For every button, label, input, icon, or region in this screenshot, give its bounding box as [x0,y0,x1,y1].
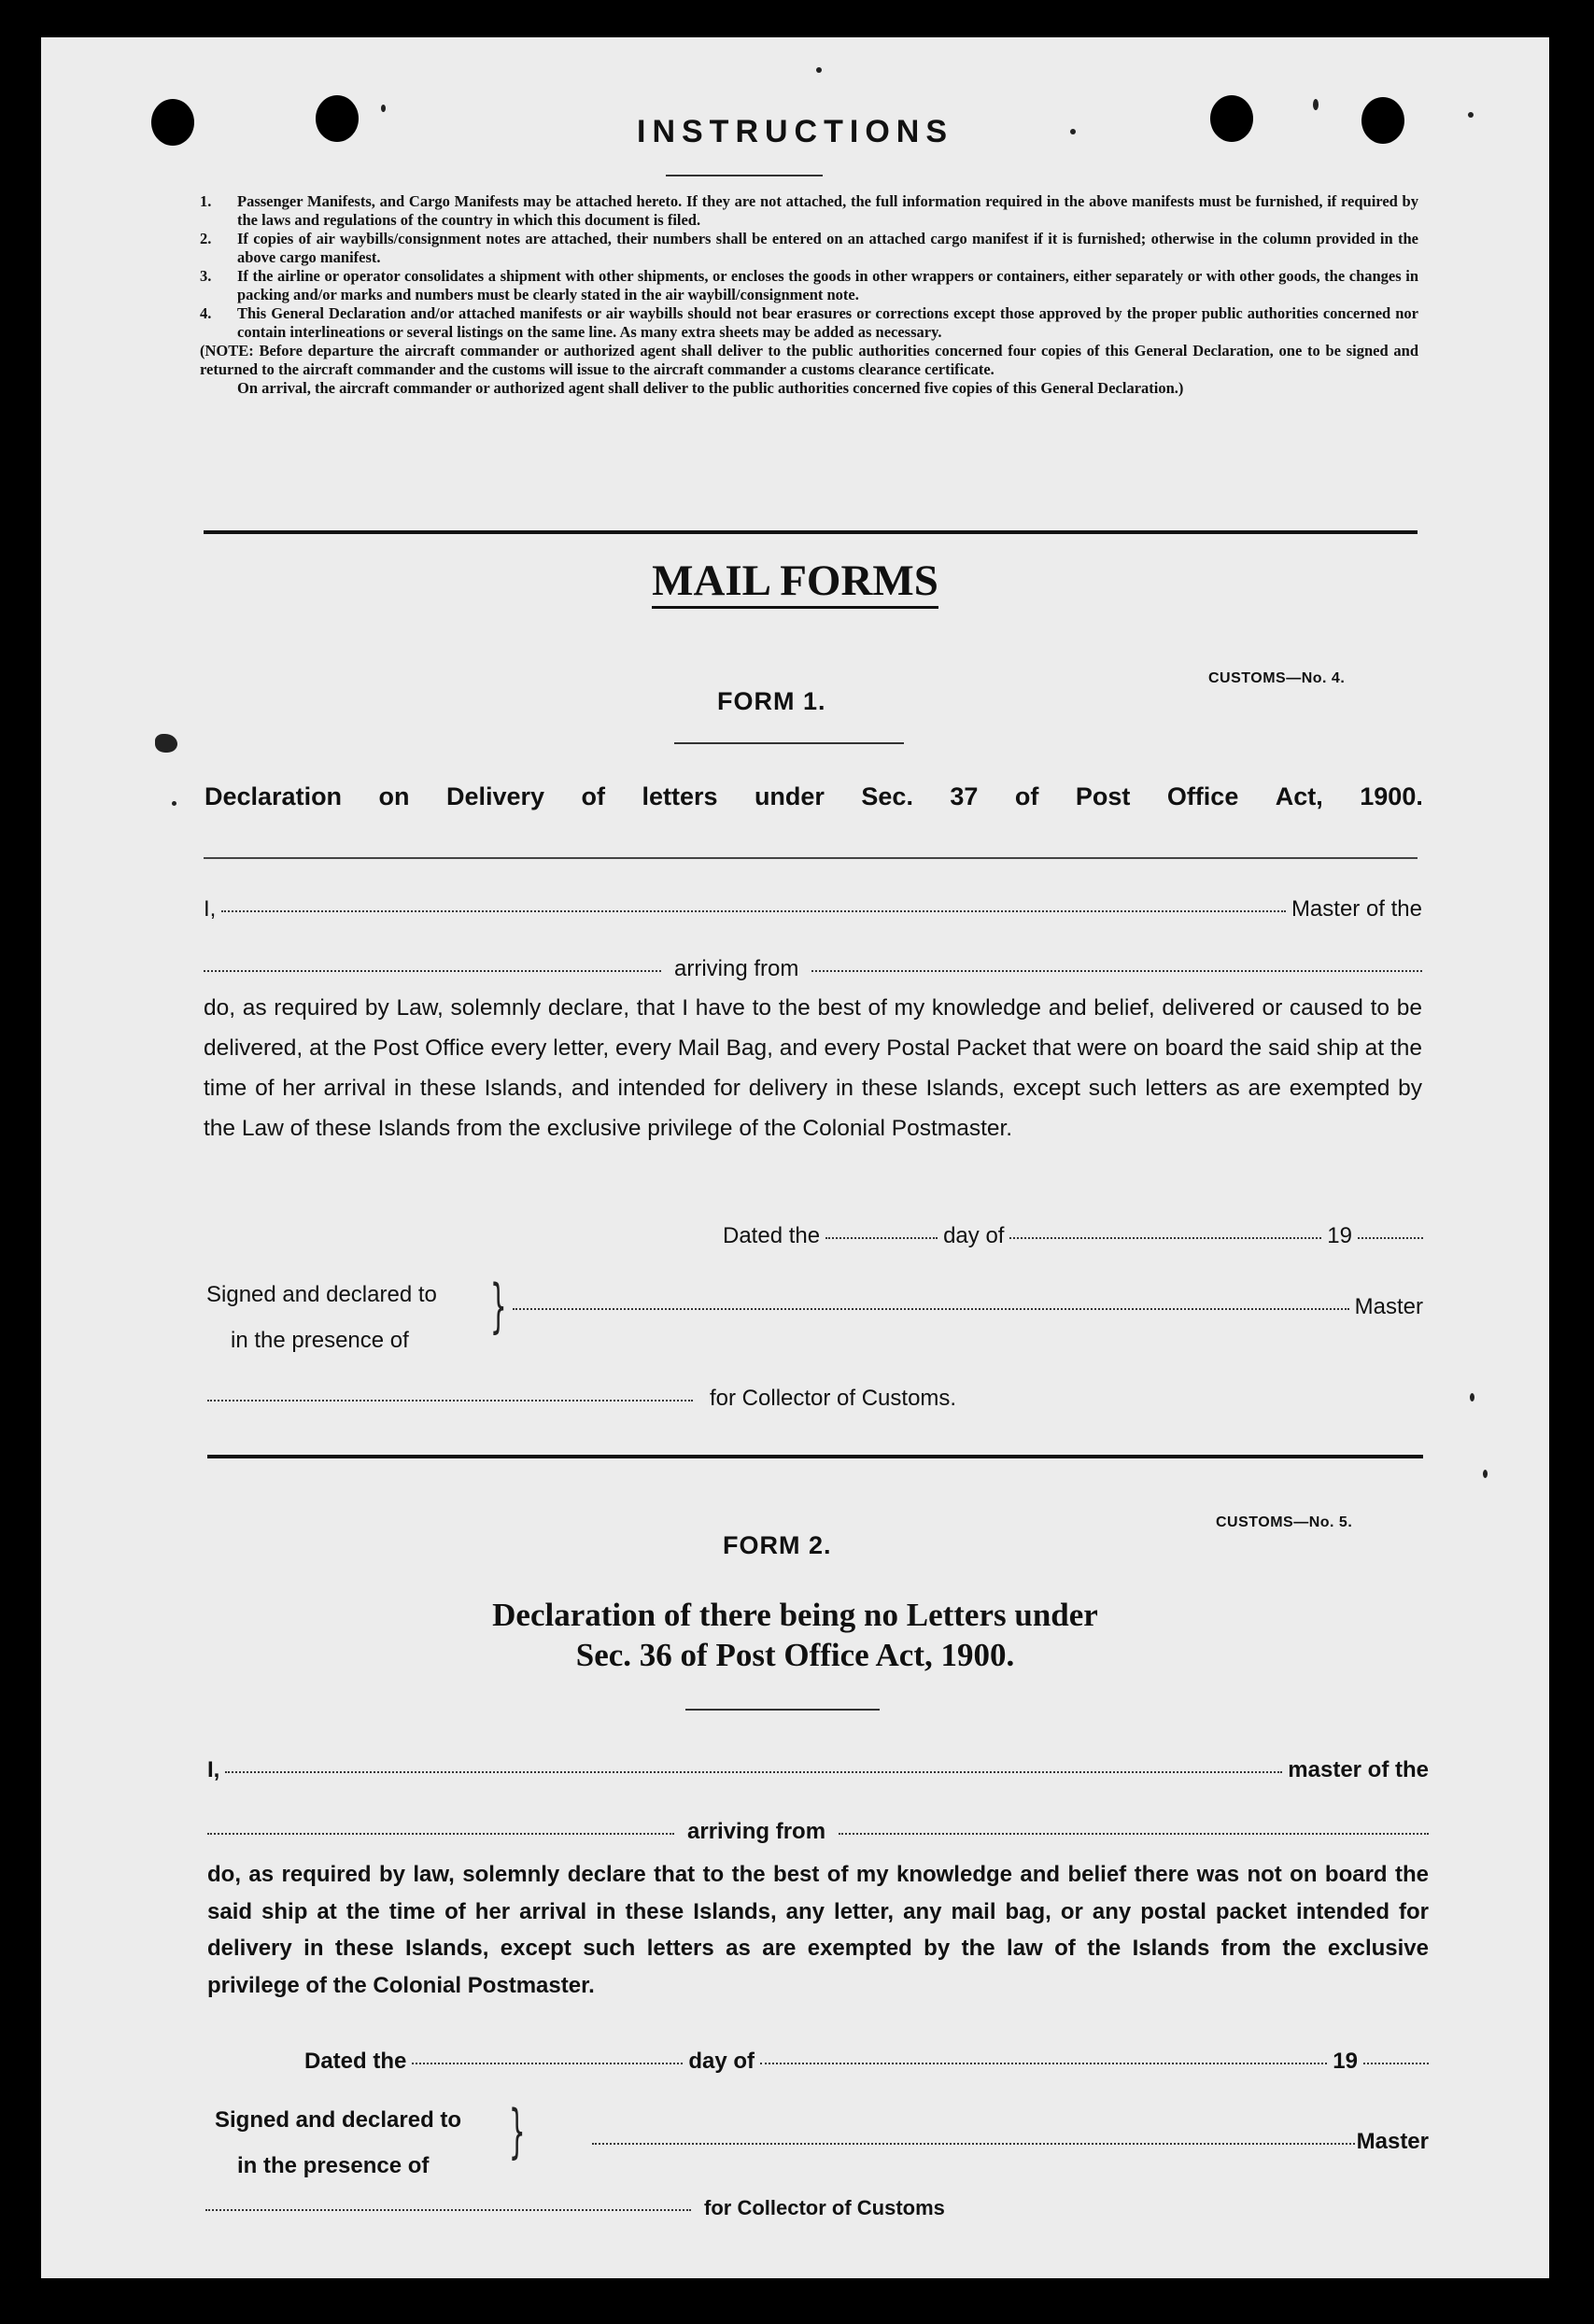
form2-brace-icon: } [508,2097,526,2165]
document-page [41,37,1549,2278]
form2-declaration-title: Declaration of there being no Letters under Sec. 36 of Post Office Act, 1900. [492,1597,1098,1673]
form1-brace-icon: } [489,1272,507,1340]
form2-body: do, as required by law, solemnly declare that to the best of my knowledge and belief there was not on board the said ship at the time of her arrival in these Islands, any letter, any mail bag, or any postal packet intended for delivery in these Islands, except such letters as are exempted by the law of the Islands from the exclusive privilege of the Colonial Postmaster. [207,1862,1429,1998]
form2-arriving-line: arriving from [207,1819,1429,1845]
instruction-number: 1. [200,192,212,210]
ship-name-field[interactable] [204,970,661,972]
form1-arriving-line: arriving from [204,956,1422,982]
instructions-title: INSTRUCTIONS [637,114,953,149]
form1-heading-rule [674,742,904,744]
instruction-number: 3. [200,267,212,285]
form1-collector-line: for Collector of Customs. [207,1386,1048,1412]
instruction-text: This General Declaration and/or attached manifests or air waybills should not bear erasures or corrections except those approved by the proper public authorities concerned nor contain interlineations or several listings on the same line. As many extra sheets may be added as necessary. [237,304,1418,341]
form1-master-line: I, Master of the [204,896,1422,922]
speck-icon [1470,1393,1474,1401]
instruction-item [200,230,1418,267]
speck-icon [381,105,386,112]
arriving-from-field[interactable] [839,1833,1429,1835]
mail-forms-title: MAIL FORMS [41,556,1549,606]
form1-customs-ref: CUSTOMS—No. 4. [1208,670,1346,686]
form2-heading: FORM 2. [723,1531,832,1559]
form1-declaration-title: Declaration on Delivery of letters under Sec. 37 of Post Office Act, 1900. [205,782,1423,810]
speck-icon [172,801,176,806]
instructions-title-rule [666,175,823,176]
instruction-text: Passenger Manifests, and Cargo Manifests may be attached hereto. If they are not attached, the full information required in the above manifests must be furnished, if required by the laws and regulations of the country in which this document is filed. [237,192,1418,229]
form1-heading: FORM 1. [717,687,826,715]
arriving-from-field[interactable] [811,970,1422,972]
instruction-item [200,304,1418,342]
speck-icon [1313,99,1319,110]
master-name-field[interactable] [221,910,1286,912]
form2-master-line: I, master of the [207,1757,1429,1782]
instruction-item [200,192,1418,230]
form2-dated-line: Dated the day of 19 [304,2049,1429,2075]
instruction-note [200,342,1418,398]
form-divider [207,1455,1423,1458]
form1-body: do, as required by Law, solemnly declare, that I have to the best of my knowledge and belief, delivered or caused to be delivered, at the Post Office every letter, every Mail Bag, and every Postal Packet that were on board the said ship at the time of her arrival in these Islands, and intended for delivery in these Islands, except such letters as are exempted by the Law of these Islands from the exclusive privilege of the Colonial Postmaster. [204,995,1422,1141]
form1-dated-line: Dated the day of 19 [723,1223,1423,1249]
form2-customs-ref: CUSTOMS—No. 5. [1216,1514,1353,1530]
speck-icon [816,67,822,73]
day-field[interactable] [825,1237,938,1239]
form2-title-rule [685,1709,880,1711]
month-field[interactable] [1009,1237,1321,1239]
year-field[interactable] [1363,2063,1429,2064]
note-departure: (NOTE: Before departure the aircraft commander or authorized agent shall deliver to the public authorities concerned four copies of this General Declaration, one to be signed and returned to the aircraft commander and the customs will issue to the aircraft commander a customs clearance certificate. [200,342,1418,378]
form2-signed-label: Signed and declared to in the presence of [215,2107,462,2178]
form2-master-signature-line: Master [592,2129,1429,2155]
instruction-text: If copies of air waybills/consignment notes are attached, their numbers shall be entered on an attached cargo manifest if it is furnished; otherwise in the column provided in the above cargo manifest. [237,230,1418,266]
section-divider [204,530,1418,534]
speck-icon [155,734,177,753]
year-field[interactable] [1358,1237,1423,1239]
instruction-item [200,267,1418,304]
form1-title-rule [204,857,1418,859]
master-signature-field[interactable] [513,1308,1349,1310]
form1-master-signature-line: Master [513,1294,1423,1320]
instructions-list [200,192,1418,398]
instruction-text: If the airline or operator consolidates a shipment with other shipments, or encloses the goods in other wrappers or containers, either separately or with other goods, the changes in packing and/or marks and numbers must be clearly stated in the air waybill/consignment note. [237,267,1418,303]
master-name-field[interactable] [225,1771,1282,1773]
collector-signature-field[interactable] [207,1400,693,1401]
month-field[interactable] [760,2063,1327,2064]
note-arrival: On arrival, the aircraft commander or authorized agent shall deliver to the public authorities concerned five copies of this General Declaration.) [237,379,1184,397]
collector-signature-field[interactable] [205,2209,691,2211]
master-signature-field[interactable] [592,2143,1355,2145]
instruction-number: 2. [200,230,212,247]
form1-signed-label: Signed and declared to in the presence of [206,1282,437,1353]
speck-icon [1483,1470,1488,1478]
ship-name-field[interactable] [207,1833,674,1835]
instruction-number: 4. [200,304,212,322]
form2-collector-line: for Collector of Customs [205,2196,1046,2220]
day-field[interactable] [412,2063,683,2064]
